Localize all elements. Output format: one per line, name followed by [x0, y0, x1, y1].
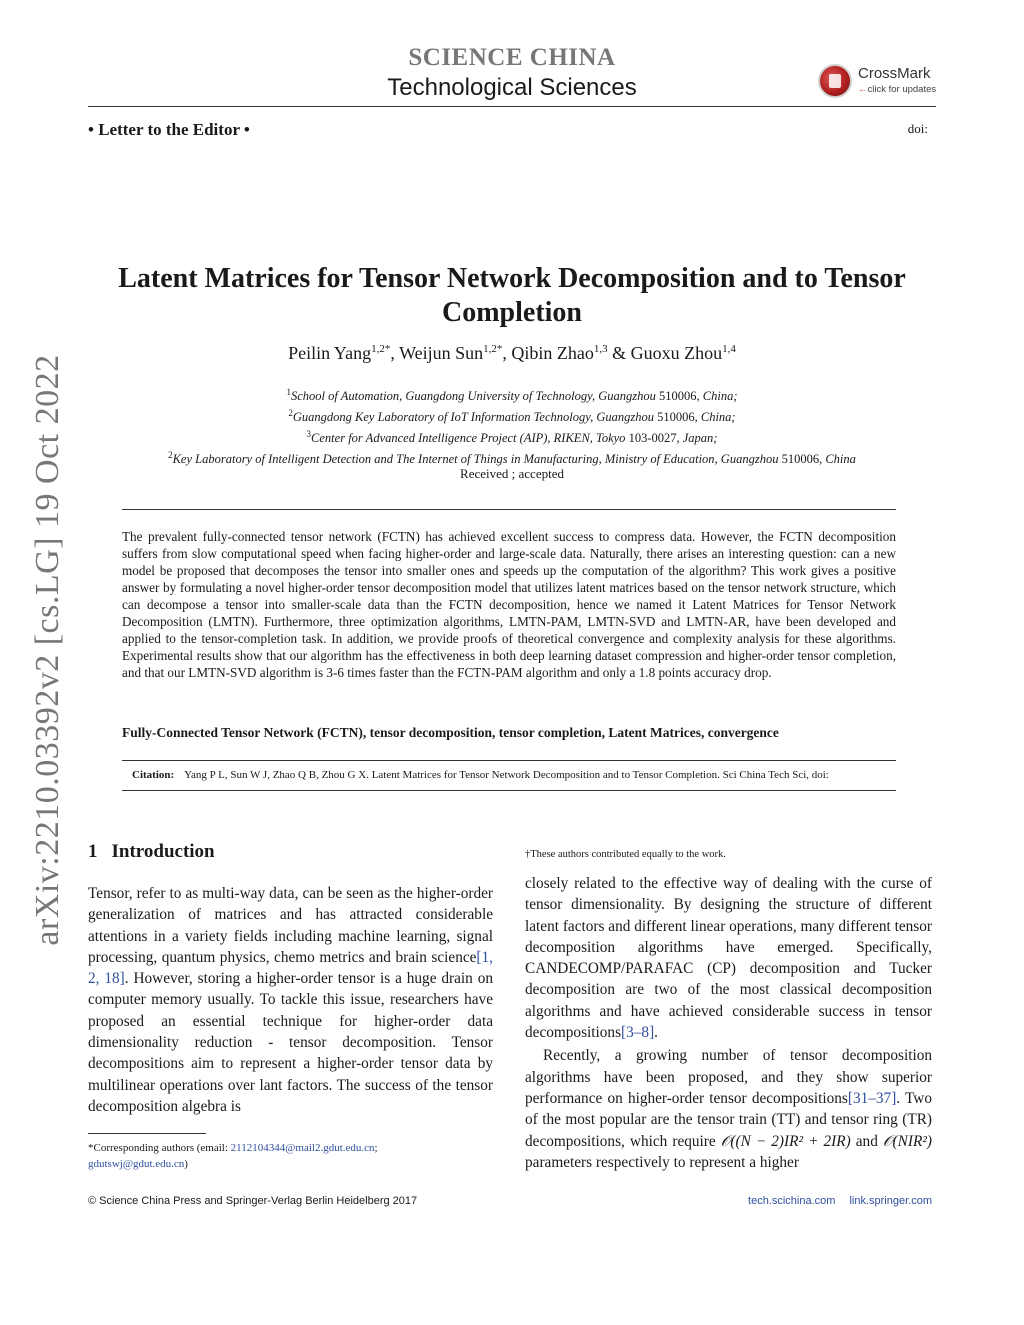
crossmark-icon	[818, 64, 852, 98]
received-line: Received ; accepted	[460, 466, 564, 481]
affiliations	[80, 384, 944, 469]
citation-link[interactable]: [31–37]	[847, 1089, 897, 1107]
right-column-text	[525, 873, 932, 1173]
abstract: The prevalent fully-connected tensor network (FCTN) has achieved excellent success to compress data. However, the FCTN decomposition suffers from slow computational speed when facing higher-order and large-scale data. Naturally, there arises an interesting question: can a new model be proposed that decomposes the tensor into smaller ones and speeds up the computation of the algorithm? This work gives a positive answer by formulating a novel higher-order tensor decomposition model that utilizes latent matrices based on the tensor network structure, which can decompose a tensor into smaller-scale data than the FCTN decomposition, hence we named it Latent Matrices for Tensor Network Decomposition (LMTN). Furthermore, three optimization algorithms, LMTN-PAM, LMTN-SVD and LMTN-AR, have been developed and applied to the tensor-completion task. In addition, we provide proofs of theoretical convergence and complexity analysis for these algorithms. Experimental results show that our algorithm has the effectiveness in both deep learning dataset compression and higher-order tensor completion, and that our LMTN-SVD algorithm is 3-6 times faster than the FCTN-PAM algorithm and only a 1.8 points accuracy drop.	[122, 529, 896, 680]
journal-subtitle: Technological Sciences	[387, 74, 637, 101]
article-type: • Letter to the Editor •	[88, 120, 250, 139]
section-title: Introduction	[111, 841, 215, 862]
section-number: 1	[88, 841, 98, 862]
footer-link-scichina[interactable]: tech.scichina.com	[748, 1195, 836, 1207]
affiliation-line: $^1$School of Automation, Guangdong University of Technology, Guangzhou 510006, China;	[286, 387, 738, 404]
author-name: Guoxu Zhou	[630, 343, 723, 363]
corresponding-footnote: *Corresponding authors (email: 2112104344@mail2.gdut.edu.cn; gdutswj@gdut.edu.cn)	[88, 1142, 378, 1170]
section-heading	[88, 841, 229, 863]
author-name: Weijun Sun	[399, 343, 484, 363]
footer-link-springer[interactable]: link.springer.com	[849, 1195, 932, 1207]
citation-top-rule	[122, 760, 896, 761]
footer-links	[748, 1195, 932, 1207]
author-name: Peilin Yang	[288, 343, 372, 363]
crossmark-badge[interactable]	[818, 64, 938, 102]
author-sup: 1,2*	[371, 343, 391, 355]
header-rule	[88, 106, 936, 107]
abstract-top-rule	[122, 509, 896, 510]
crossmark-name: CrossMark	[858, 65, 931, 82]
author-sup: 1,2*	[483, 343, 503, 355]
left-column-text: Tensor, refer to as multi-way data, can be seen as the higher-order generalization of matrices and has attracted considerable attentions in a variety fields including machine learning, signal processing, quantum physics, chemo metrics and brain science[1, 2, 18]. However, storing a higher-order tensor is a huge drain on computer memory usually. To tackle this issue, researchers have proposed an essential technique for higher-order data dimensionality reduction - tensor decomposition. Tensor decompositions aim to represent a higher-order tensor data by multilinear operations over lant factors. The success of the tensor decomposition algebra is	[88, 885, 493, 1115]
citation-bottom-rule	[122, 790, 896, 791]
citation-link[interactable]: [1, 2, 18]	[88, 948, 493, 988]
affiliation-line: $^2$Guangdong Key Laboratory of IoT Information Technology, Guangzhou 510006, China;	[288, 408, 736, 425]
math-expression: 𝒪(NIR²)	[882, 1132, 932, 1150]
email-link[interactable]: gdutswj@gdut.edu.cn	[88, 1158, 185, 1170]
author-sep: ,	[390, 343, 400, 363]
copyright: © Science China Press and Springer-Verlag Berlin Heidelberg 2017	[88, 1195, 418, 1207]
paper-title: Latent Matrices for Tensor Network Decomposition and to Tensor Completion	[118, 263, 906, 328]
math-expression: 𝒪((N − 2)IR² + 2IR)	[720, 1132, 851, 1150]
keywords: Fully-Connected Tensor Network (FCTN), tensor decomposition, tensor completion, Latent Matrices, convergence	[122, 725, 779, 740]
arrow-left-icon: ←	[858, 84, 868, 95]
citation-link[interactable]: [3–8]	[621, 1024, 655, 1042]
author-list	[0, 343, 1024, 364]
paragraph: Recently, a growing number of tensor decomposition algorithms have been proposed, and they show superior performance on higher-order tensor decompositions[31–37]. Two of the most popular are the tensor train (TT) and tensor ring (TR) decompositions, which require 𝒪((N − 2)IR² + 2IR) and 𝒪(NIR²) parameters respectively to represent a higher	[525, 1047, 932, 1171]
author-sep: ,	[502, 343, 512, 363]
paragraph: closely related to the effective way of dealing with the curse of tensor dimensionality. By designing the structure of different latent factors and different linear operations, many different tensor decomposition algorithms have emerged. Specifically, CANDECOMP/PARAFAC (CP) decomposition and Tucker decomposition are two of the most classical decomposition algorithms and have achieved considerable success in tensor decompositions[3–8].	[525, 875, 932, 1042]
arxiv-stamp-text: arXiv:2210.03392v2 [cs.LG] 19 Oct 2022	[29, 354, 66, 946]
citation-text: Yang P L, Sun W J, Zhao Q B, Zhou G X. Latent Matrices for Tensor Network Decomposition and to Tensor Completion. Sci China Tech Sci, doi:	[184, 769, 829, 781]
author-name: Qibin Zhao	[511, 343, 594, 363]
crossmark-tag: ←click for updates	[858, 84, 937, 95]
doi-label: doi:	[907, 121, 928, 136]
affiliation-line: $^3$Center for Advanced Intelligence Project (AIP), RIKEN, Tokyo 103-0027, Japan;	[306, 429, 718, 446]
citation-label: Citation:	[132, 769, 175, 781]
author-sup: 1,4	[722, 343, 736, 355]
footnote-rule	[88, 1133, 206, 1134]
equal-contribution-note: †These authors contributed equally to the work.	[525, 849, 726, 860]
email-link[interactable]: 2112104344@mail2.gdut.edu.cn	[230, 1142, 375, 1154]
author-sep: &	[607, 343, 631, 363]
arxiv-stamp	[18, 354, 78, 946]
journal-name: SCIENCE CHINA	[408, 44, 616, 71]
affiliation-line: $^2$Key Laboratory of Intelligent Detection and The Internet of Things in Manufacturing, Ministry of Education, Guangzhou 510006, China	[168, 450, 856, 467]
author-sup: 1,3	[593, 343, 608, 355]
citation-block	[132, 769, 896, 781]
